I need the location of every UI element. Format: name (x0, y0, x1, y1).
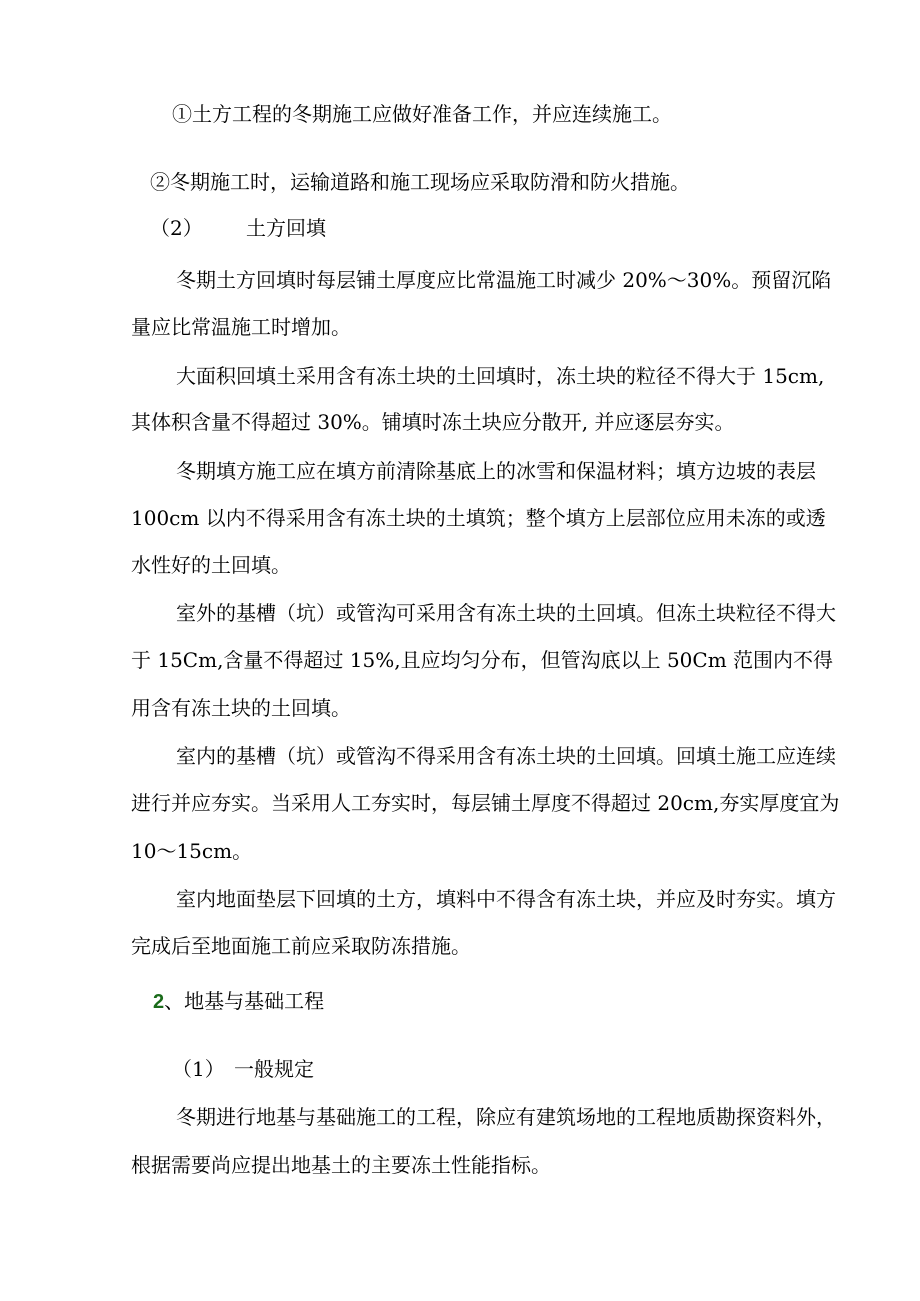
subsection-title: 一般规定 (234, 1057, 314, 1081)
heading-title: 、地基与基础工程 (164, 989, 325, 1013)
paragraph-line: 完成后至地面施工前应采取防冻措施。 (131, 934, 471, 958)
paragraph-line: 量应比常温施工时增加。 (131, 315, 351, 339)
paragraph-line: 室内的基槽（坑）或管沟不得采用含有冻土块的土回填。回填土施工应连续 (176, 744, 836, 768)
paragraph-line: 室内地面垫层下回填的土方，填料中不得含有冻土块，并应及时夯实。填方 (176, 887, 836, 911)
heading-number: 2 (153, 991, 165, 1013)
paragraph-line: 冬期填方施工应在填方前清除基底上的冰雪和保温材料；填方边坡的表层 (176, 459, 816, 483)
section-number: （2） (150, 216, 203, 240)
paragraph-line: 室外的基槽（坑）或管沟可采用含有冻土块的土回填。但冻土块粒径不得大 (176, 601, 836, 625)
section-heading-2 (150, 216, 326, 240)
subsection-heading-1 (172, 1057, 314, 1081)
paragraph-line: 大面积回填土采用含有冻土块的土回填时，冻土块的粒径不得大于 15cm, (176, 364, 825, 388)
paragraph-line: 进行并应夯实。当采用人工夯实时，每层铺土厚度不得超过 20cm,夯实厚度宜为 (131, 791, 840, 815)
paragraph-line: 根据需要尚应提出地基土的主要冻土性能指标。 (131, 1153, 551, 1177)
paragraph-line: 冬期进行地基与基础施工的工程，除应有建筑场地的工程地质勘探资料外， (176, 1105, 836, 1129)
section-title: 土方回填 (246, 216, 326, 240)
paragraph-line: 10～15cm。 (131, 839, 253, 863)
list-item-1: ①土方工程的冬期施工应做好准备工作，并应连续施工。 (172, 102, 672, 126)
subsection-number: （1） (172, 1057, 225, 1081)
paragraph-line: 于 15Cm,含量不得超过 15%,且应均匀分布，但管沟底以上 50Cm 范围内不得 (131, 648, 834, 672)
paragraph-line: 冬期土方回填时每层铺土厚度应比常温施工时减少 20%～30%。预留沉陷 (176, 268, 832, 292)
paragraph-line: 用含有冻土块的土回填。 (131, 696, 351, 720)
paragraph-line: 水性好的土回填。 (131, 553, 291, 577)
paragraph-line: 其体积含量不得超过 30%。铺填时冻土块应分散开, 并应逐层夯实。 (131, 410, 735, 434)
heading-2 (153, 989, 324, 1014)
list-item-2: ②冬期施工时，运输道路和施工现场应采取防滑和防火措施。 (150, 170, 690, 194)
paragraph-line: 100cm 以内不得采用含有冻土块的土填筑；整个填方上层部位应用未冻的或透 (131, 506, 826, 530)
